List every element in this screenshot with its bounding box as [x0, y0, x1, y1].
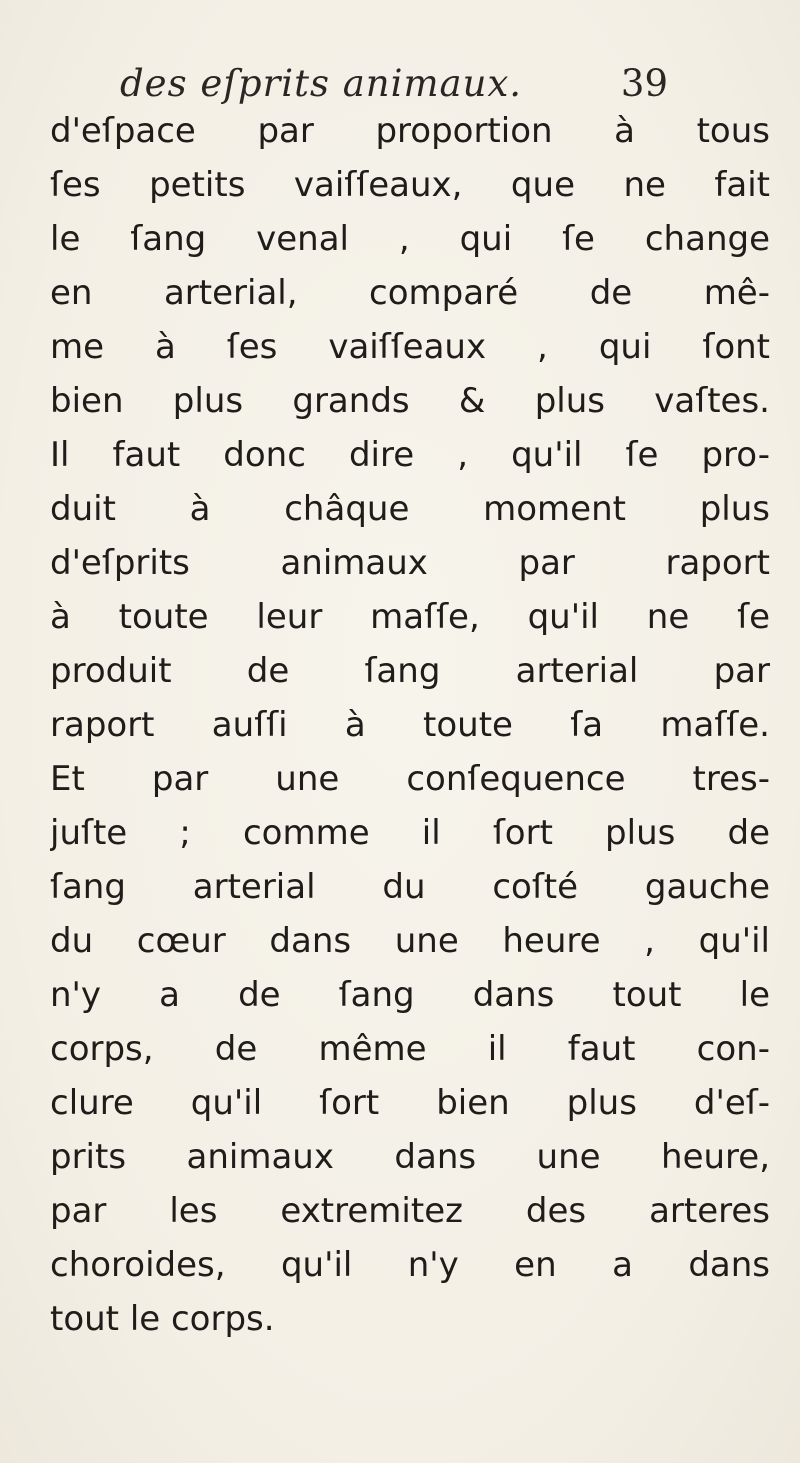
- text-line: corps, de même il faut con-: [50, 1029, 770, 1069]
- text-line: le ſang venal , qui ſe change: [50, 219, 770, 259]
- text-line: choroides, qu'il n'y en a dans: [50, 1245, 770, 1285]
- text-line: n'y a de ſang dans tout le: [50, 975, 770, 1015]
- text-line: produit de ſang arterial par: [50, 651, 770, 691]
- body-text: [50, 104, 770, 1346]
- running-title: des eſprits animaux.: [120, 62, 523, 105]
- text-line: à toute leur maſſe, qu'il ne ſe: [50, 597, 770, 637]
- text-line: duit à châque moment plus: [50, 489, 770, 529]
- text-line: clure qu'il ſort bien plus d'eſ-: [50, 1083, 770, 1123]
- text-line: raport auſſi à toute ſa maſſe.: [50, 705, 770, 745]
- text-line: tout le corps.: [50, 1299, 275, 1339]
- text-line: ſes petits vaiſſeaux, que ne fait: [50, 165, 770, 205]
- page-number: 39: [620, 62, 668, 105]
- text-line: Il faut donc dire , qu'il ſe pro-: [50, 435, 770, 475]
- text-line: Et par une conſequence tres-: [50, 759, 770, 799]
- text-line: ſang arterial du coſté gauche: [50, 867, 770, 907]
- text-line: par les extremitez des arteres: [50, 1191, 770, 1231]
- text-line: bien plus grands & plus vaſtes.: [50, 381, 770, 421]
- text-line: juſte ; comme il ſort plus de: [50, 813, 770, 853]
- text-line: me à ſes vaiſſeaux , qui ſont: [50, 327, 770, 367]
- text-line: du cœur dans une heure , qu'il: [50, 921, 770, 961]
- text-line: en arterial, comparé de mê-: [50, 273, 770, 313]
- text-line: prits animaux dans une heure,: [50, 1137, 770, 1177]
- text-line: d'eſpace par proportion à tous: [50, 111, 770, 151]
- text-line: d'eſprits animaux par raport: [50, 543, 770, 583]
